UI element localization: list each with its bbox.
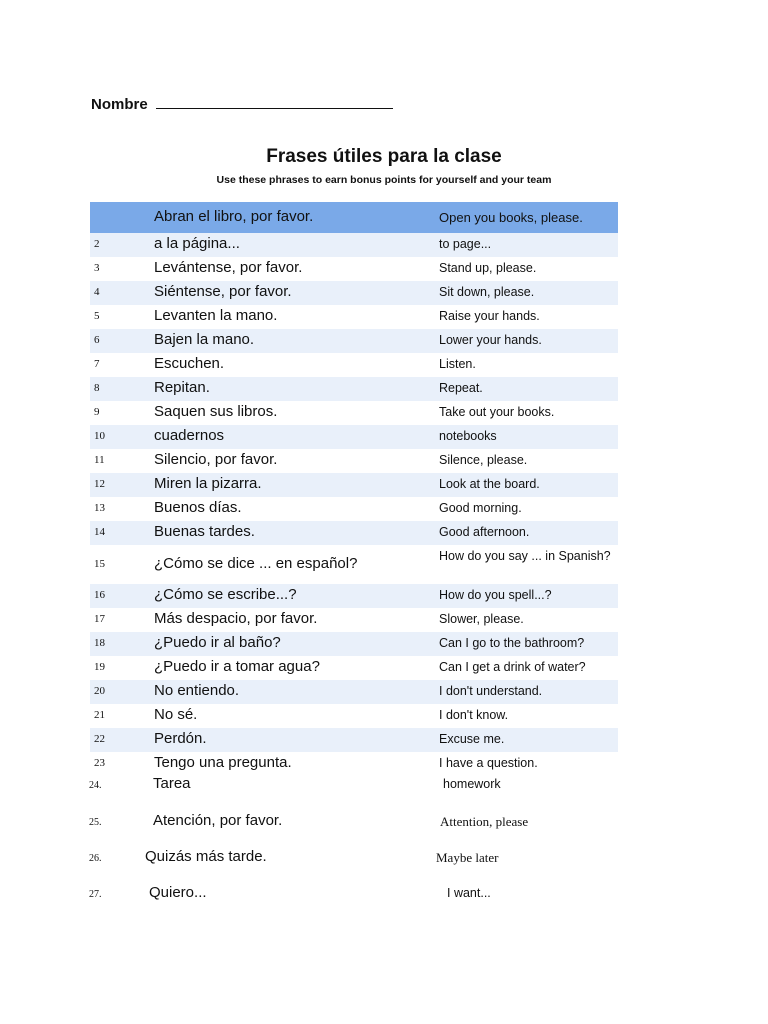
name-label: Nombre	[91, 96, 148, 113]
row-number: 12	[94, 478, 105, 490]
english-translation: Maybe later	[436, 850, 499, 865]
row-number: 13	[94, 502, 105, 514]
english-translation: Stand up, please.	[439, 261, 537, 275]
spanish-phrase: Escuchen.	[154, 355, 225, 372]
spanish-phrase: Tengo una pregunta.	[154, 754, 292, 771]
spanish-phrase: ¿Cómo se dice ... en español?	[154, 555, 358, 572]
english-translation: Good morning.	[439, 501, 522, 515]
row-number: 10	[94, 430, 105, 442]
table-row	[90, 353, 618, 377]
english-translation: Can I go to the bathroom?	[439, 636, 585, 650]
spanish-phrase: Levántense, por favor.	[154, 259, 303, 276]
table-row	[90, 449, 618, 473]
english-translation: I don't understand.	[439, 684, 543, 698]
extra-phrase-row	[0, 773, 768, 797]
english-translation: Open you books, please.	[439, 210, 583, 225]
english-translation: How do you spell...?	[439, 588, 552, 602]
row-number: 3	[94, 262, 100, 274]
spanish-phrase: ¿Puedo ir al baño?	[154, 634, 281, 651]
table-row	[90, 233, 618, 257]
row-number: 4	[94, 286, 100, 298]
table-header-row	[90, 202, 618, 233]
spanish-phrase: Repitan.	[154, 379, 210, 396]
english-translation: Raise your hands.	[439, 309, 540, 323]
spanish-phrase: Quiero...	[149, 884, 207, 901]
row-number: 2	[94, 238, 100, 250]
row-number: 22	[94, 733, 105, 745]
spanish-phrase: a la página...	[154, 235, 240, 252]
row-number: 17	[94, 613, 105, 625]
spanish-phrase: Miren la pizarra.	[154, 475, 262, 492]
row-number: 21	[94, 709, 105, 721]
spanish-phrase: ¿Puedo ir a tomar agua?	[154, 658, 320, 675]
spanish-phrase: Levanten la mano.	[154, 307, 278, 324]
row-number: 11	[94, 454, 105, 466]
row-number: 20	[94, 685, 105, 697]
english-translation: Excuse me.	[439, 732, 505, 746]
table-row	[90, 632, 618, 656]
row-number: 6	[94, 334, 100, 346]
extra-phrase-row	[0, 882, 768, 906]
english-translation: Repeat.	[439, 381, 483, 395]
spanish-phrase: No entiendo.	[154, 682, 240, 699]
english-translation: Listen.	[439, 357, 476, 371]
row-number: 16	[94, 589, 105, 601]
spanish-phrase: Silencio, por favor.	[154, 451, 278, 468]
english-translation: Take out your books.	[439, 405, 555, 419]
table-row	[90, 401, 618, 425]
page-title: Frases útiles para la clase	[266, 146, 502, 167]
english-translation: notebooks	[439, 429, 497, 443]
row-number: 5	[94, 310, 100, 322]
table-row	[90, 329, 618, 353]
spanish-phrase: Más despacio, por favor.	[154, 610, 318, 627]
spanish-phrase: Saquen sus libros.	[154, 403, 278, 420]
name-blank	[156, 94, 393, 109]
spanish-phrase: Atención, por favor.	[153, 812, 283, 829]
row-number: 26.	[89, 853, 102, 864]
spanish-phrase: Bajen la mano.	[154, 331, 255, 348]
table-row	[90, 608, 618, 632]
table-row	[90, 377, 618, 401]
english-translation: Lower your hands.	[439, 333, 542, 347]
english-translation: Slower, please.	[439, 612, 524, 626]
row-number: 15	[94, 558, 105, 570]
spanish-phrase: cuadernos	[154, 427, 225, 444]
phrase-table	[90, 202, 618, 776]
table-row	[90, 425, 618, 449]
table-row	[90, 305, 618, 329]
table-row	[90, 281, 618, 305]
english-translation: Can I get a drink of water?	[439, 660, 586, 674]
table-row	[90, 728, 618, 752]
spanish-phrase: Buenos días.	[154, 499, 242, 516]
table-row	[90, 656, 618, 680]
english-translation: homework	[443, 777, 501, 791]
spanish-phrase: No sé.	[154, 706, 198, 723]
row-number: 9	[94, 406, 100, 418]
row-number: 25.	[89, 817, 102, 828]
spanish-phrase: ¿Cómo se escribe...?	[154, 586, 297, 603]
english-translation: I want...	[447, 886, 491, 900]
spanish-phrase: Abran el libro, por favor.	[154, 208, 314, 225]
table-row	[90, 704, 618, 728]
extra-phrase-row	[0, 846, 768, 870]
spanish-phrase: Tarea	[153, 775, 191, 792]
row-number: 23	[94, 757, 105, 769]
english-translation: I don't know.	[439, 708, 509, 722]
table-row	[90, 497, 618, 521]
row-number: 18	[94, 637, 105, 649]
table-row	[90, 257, 618, 281]
spanish-phrase: Buenas tardes.	[154, 523, 255, 540]
english-translation: How do you say ... in Spanish?	[439, 549, 611, 563]
english-translation: to page...	[439, 237, 492, 251]
name-field-line	[91, 94, 393, 113]
table-row	[90, 521, 618, 545]
table-row	[90, 584, 618, 608]
english-translation: Look at the board.	[439, 477, 540, 491]
english-translation: Sit down, please.	[439, 285, 535, 299]
page-subtitle: Use these phrases to earn bonus points for yourself and your team	[216, 174, 552, 186]
table-row	[90, 473, 618, 497]
spanish-phrase: Quizás más tarde.	[145, 848, 267, 865]
english-translation: I have a question.	[439, 756, 538, 770]
row-number: 24.	[89, 780, 102, 791]
row-number: 7	[94, 358, 100, 370]
extra-phrase-row	[0, 810, 768, 834]
table-row	[90, 680, 618, 704]
table-row	[90, 545, 618, 584]
spanish-phrase: Siéntense, por favor.	[154, 283, 292, 300]
row-number: 8	[94, 382, 100, 394]
english-translation: Silence, please.	[439, 453, 528, 467]
row-number: 19	[94, 661, 105, 673]
english-translation: Good afternoon.	[439, 525, 530, 539]
english-translation: Attention, please	[440, 814, 529, 829]
spanish-phrase: Perdón.	[154, 730, 207, 747]
row-number: 14	[94, 526, 105, 538]
row-number: 27.	[89, 889, 102, 900]
